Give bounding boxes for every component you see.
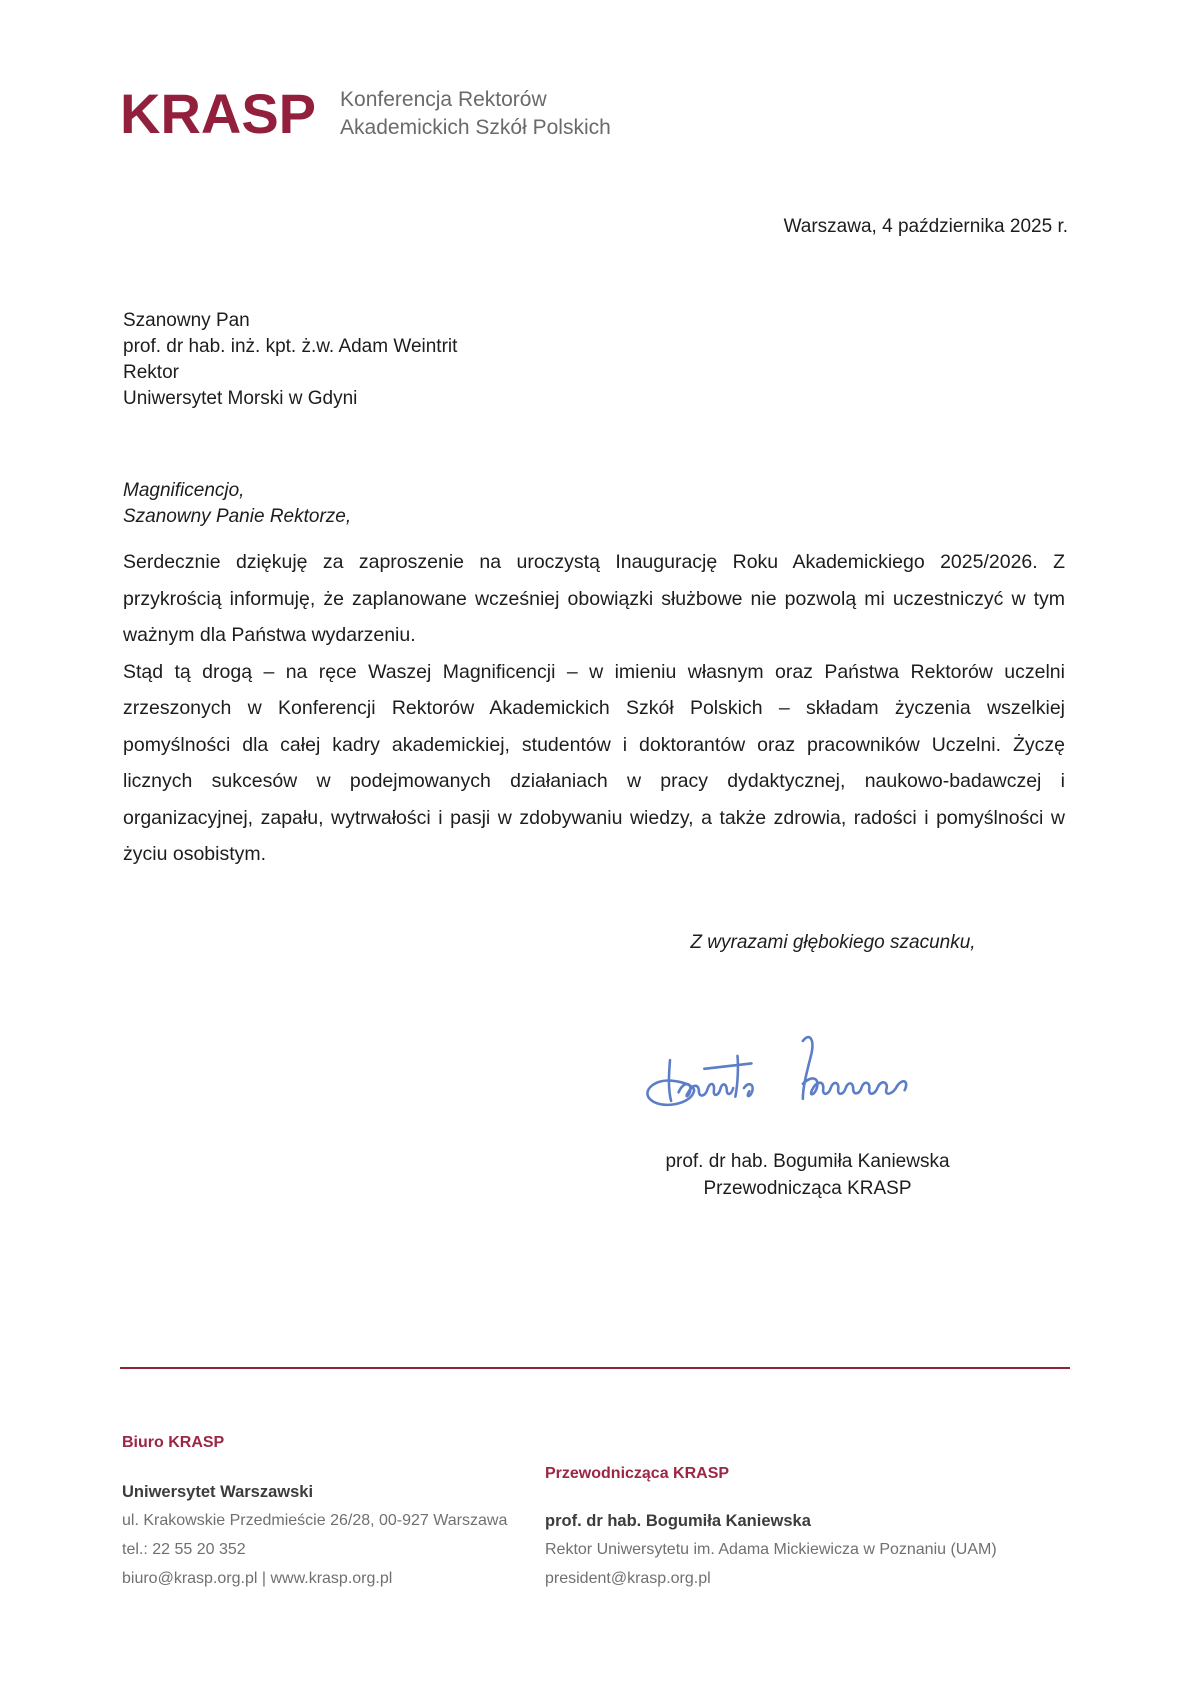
recipient-institution: Uniwersytet Morski w Gdyni (123, 388, 358, 409)
footer-left-phone: tel.: 22 55 20 352 (122, 1541, 246, 1558)
salutation-block (123, 478, 351, 530)
footer-left-org: Uniwersytet Warszawski (122, 1483, 314, 1501)
valediction: Z wyrazami głębokiego szacunku, (690, 932, 976, 953)
signer-title: Przewodnicząca KRASP (703, 1178, 912, 1199)
recipient-name: prof. dr hab. inż. kpt. ż.w. Adam Weintrit (123, 336, 458, 357)
footer-left-contact: biuro@krasp.org.pl | www.krasp.org.pl (122, 1570, 393, 1587)
footer-left-heading: Biuro KRASP (122, 1434, 225, 1451)
logo-subtitle-line-2: Akademickich Szkół Polskich (340, 116, 611, 139)
footer-right-heading: Przewodnicząca KRASP (545, 1465, 730, 1482)
letter-body (123, 544, 1065, 873)
logo-subtitle-line-1: Konferencja Rektorów (340, 88, 547, 111)
salutation-line-1: Magnificencjo, (123, 480, 245, 501)
body-paragraph-1: Serdecznie dziękuję za zaproszenie na uroczystą Inaugurację Roku Akademickiego 2025/2026. Z przykrością informuję, że zaplanowane wcześniej obowiązki służbowe nie pozwolą mi uczestniczyć w tym ważnym dla Państwa wydarzeniu. (123, 551, 1065, 646)
salutation-line-2: Szanowny Panie Rektorze, (123, 506, 352, 527)
signer-block (560, 1148, 1055, 1202)
recipient-block (123, 308, 457, 412)
footer-right-name: prof. dr hab. Bogumiła Kaniewska (545, 1512, 811, 1530)
recipient-position: Rektor (123, 362, 179, 383)
footer-divider (120, 1367, 1070, 1369)
date-line: Warszawa, 4 października 2025 r. (783, 216, 1068, 237)
signature-ink-icon (640, 1022, 940, 1137)
handwritten-signature (640, 1022, 940, 1137)
krasp-logo-subtitle (340, 86, 611, 142)
footer-right-role: Rektor Uniwersytetu im. Adama Mickiewicza w Poznaniu (UAM) (545, 1541, 997, 1558)
krasp-logo (120, 82, 611, 145)
krasp-wordmark: KRASP (120, 82, 317, 145)
body-paragraph-2: Stąd tą drogą – na ręce Waszej Magnificencji – w imieniu własnym oraz Państwa Rektorów uczelni zrzeszonych w Konferencji Rektorów Akademickich Szkół Polskich – składam życzenia wszelkiej pomyślności dla całej kadry akademickiej, studentów i doktorantów oraz pracowników Uczelni. Życzę licznych sukcesów w podejmowanych działaniach w pracy dydaktycznej, naukowo-badawczej i organizacyjnej, zapału, wytrwałości i pasji w zdobywaniu wiedzy, a także zdrowia, radości i pomyślności w życiu osobistym. (123, 660, 1065, 865)
footer-left-address: ul. Krakowskie Przedmieście 26/28, 00-927 Warszawa (122, 1512, 508, 1529)
footer-right-email: president@krasp.org.pl (545, 1570, 711, 1587)
recipient-salutation: Szanowny Pan (123, 310, 250, 331)
signer-name: prof. dr hab. Bogumiła Kaniewska (665, 1151, 950, 1172)
